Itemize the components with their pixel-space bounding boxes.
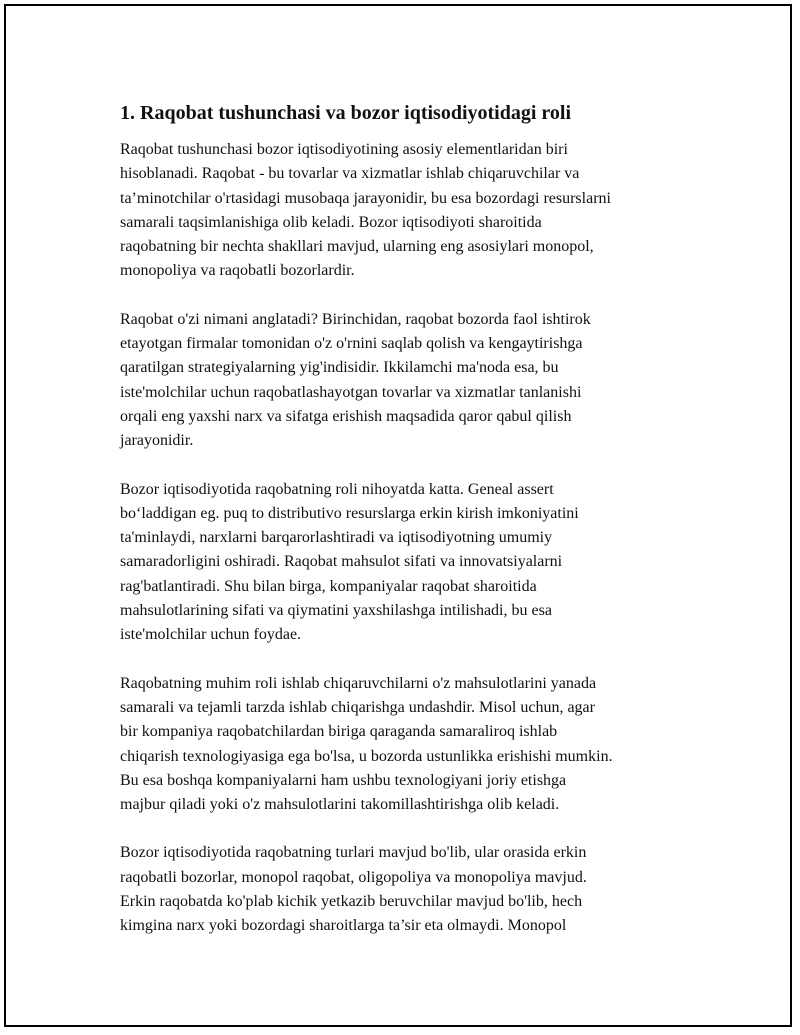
- paragraph-5: Bozor iqtisodiyotida raqobatning turlari mavjud bo'lib, ular orasida erkin raqobatli bozorlar, monopol raqobat, oligopoliya va monopoliya mavjud. Erkin raqobatda ko'plab kichik yetkazib beruvchilar mavjud bo'lib, hech kimgina narx yoki bozordagi sharoitlarga ta’sir eta olmaydi. Monopol: [120, 844, 587, 935]
- paragraph-3: Bozor iqtisodiyotida raqobatning roli nihoyatda katta. Geneal assert bo‘laddigan eg. puq to distributivo resurslarga erkin kirish imkoniyatini ta'minlaydi, narxlarni barqarorlashtiradi va iqtisodiyotning umumiy samaradorligini oshiradi. Raqobat mahsulot sifati va innovatsiyalarni rag'batlantiradi. Shu bilan birga, kompaniyalar raqobat sharoitida mahsulotlarining sifati va qiymatini yaxshilashga intilishadi, bu esa iste'molchilar uchun foydae.: [120, 480, 579, 644]
- section-heading: 1. Raqobat tushunchasi va bozor iqtisodiyotidagi roli: [120, 102, 572, 124]
- paragraph-2: Raqobat o'zi nimani anglatadi? Birinchidan, raqobat bozorda faol ishtirok etayotgan firmalar tomonidan o'z o'rnini saqlab qolish va kengaytirishga qaratilgan strategiyalarning yig'indisidir. Ikkilamchi ma'noda esa, bu iste'molchilar uchun raqobatlashayotgan tovarlar va xizmatlar tanlanishi orqali eng yaxshi narx va sifatga erishish maqsadida qaror qabul qilish jarayonidir.: [120, 310, 591, 450]
- document-body: [120, 100, 710, 963]
- page-frame: [4, 4, 792, 1027]
- paragraph-1: Raqobat tushunchasi bozor iqtisodiyotining asosiy elementlaridan biri hisoblanadi. Raqobat - bu tovarlar va xizmatlar ishlab chiqaruvchilar va ta’minotchilar o'rtasidagi musobaqa jarayonidir, bu esa bozordagi resurslarni samarali taqsimlanishiga olib keladi. Bozor iqtisodiyoti sharoitida raqobatning bir nechta shakllari mavjud, ularning eng asosiylari monopol, monopoliya va raqobatli bozorlardir.: [120, 141, 611, 280]
- paragraph-4: Raqobatning muhim roli ishlab chiqaruvchilarni o'z mahsulotlarini yanada samarali va tejamli tarzda ishlab chiqarishga undashdir. Misol uchun, agar bir kompaniya raqobatchilardan biriga qaraganda samaraliroq ishlab chiqarish texnologiyasiga ega bo'lsa, u bozorda ustunlikka erishishi mumkin. Bu esa boshqa kompaniyalarni ham ushbu texnologiyani joriy etishga majbur qiladi yoki o'z mahsulotlarini takomillashtirishga olib keladi.: [120, 674, 613, 814]
